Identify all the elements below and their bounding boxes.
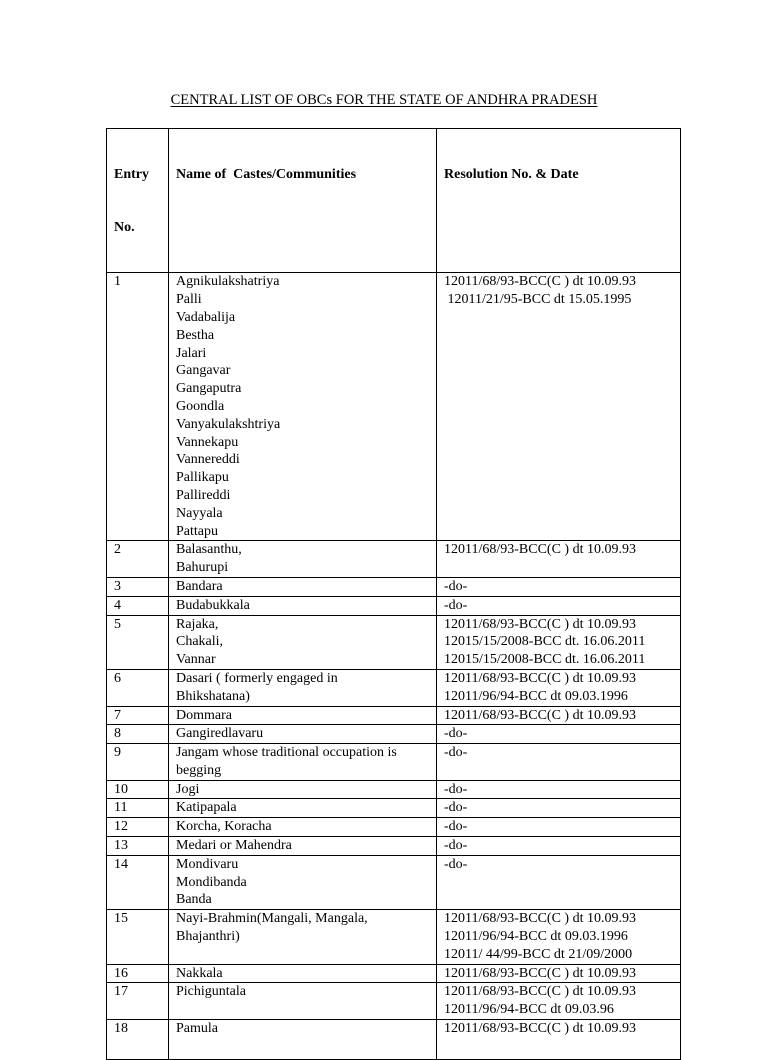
table-row: [107, 669, 681, 706]
table-row: [107, 596, 681, 615]
resolution-entry: 12011/68/93-BCC(C ) dt 10.09.93: [444, 965, 636, 981]
resolution-entry: -do-: [444, 856, 468, 872]
resolution-entry: 12011/ 44/99-BCC dt 21/09/2000: [444, 946, 633, 962]
entry-cell: [107, 910, 169, 964]
entry-cell: [107, 780, 169, 799]
resolution-cell: [437, 837, 681, 856]
caste-name: Gangavar: [176, 363, 231, 379]
resolution-cell: [437, 596, 681, 615]
caste-name: Dommara: [176, 707, 232, 723]
resolution-entry: 12011/96/94-BCC dt 09.03.1996: [444, 929, 628, 945]
entry-number: 1: [114, 274, 121, 290]
resolution-entry: 12011/68/93-BCC(C ) dt 10.09.93: [444, 1021, 636, 1037]
header-entry-no: [107, 129, 169, 273]
name-cell: [169, 910, 437, 964]
header-no-line: No.: [114, 219, 135, 235]
entry-number: 16: [114, 965, 128, 981]
caste-name: Banda: [176, 892, 212, 908]
caste-name: Pallireddi: [176, 487, 231, 503]
caste-name: Pallikapu: [176, 470, 229, 486]
table-row: [107, 577, 681, 596]
entry-cell: [107, 615, 169, 669]
header-resolution-label: Resolution No. & Date: [444, 166, 579, 182]
resolution-entry: -do-: [444, 726, 468, 742]
resolution-cell: [437, 855, 681, 909]
entry-number: 8: [114, 726, 121, 742]
entry-number: 13: [114, 838, 128, 854]
table-row: [107, 964, 681, 983]
table-row: [107, 1020, 681, 1060]
caste-name: Bhajanthri): [176, 929, 240, 945]
caste-name: begging: [176, 762, 222, 778]
caste-name: Goondla: [176, 398, 225, 414]
caste-name: Mondivaru: [176, 856, 239, 872]
table-row: [107, 541, 681, 578]
entry-cell: [107, 983, 169, 1020]
resolution-cell: [437, 725, 681, 744]
entry-number: 7: [114, 707, 121, 723]
table-row: [107, 910, 681, 964]
obc-table: [106, 128, 681, 1060]
caste-name: Vannar: [176, 652, 216, 668]
caste-name: Jalari: [176, 345, 207, 361]
entry-cell: [107, 837, 169, 856]
entry-number: 6: [114, 670, 121, 686]
header-name: [169, 129, 437, 273]
caste-name: Vanyakulakshtriya: [176, 416, 281, 432]
caste-name: Dasari ( formerly engaged in: [176, 670, 338, 686]
entry-number: 11: [114, 800, 128, 816]
table-row: [107, 818, 681, 837]
table-row: [107, 615, 681, 669]
caste-name: Vannekapu: [176, 434, 239, 450]
resolution-entry: 12011/21/95-BCC dt 15.05.1995: [444, 292, 632, 308]
resolution-cell: [437, 744, 681, 781]
table-row: [107, 983, 681, 1020]
caste-name: Medari or Mahendra: [176, 838, 292, 854]
entry-cell: [107, 799, 169, 818]
resolution-cell: [437, 706, 681, 725]
name-cell: [169, 669, 437, 706]
entry-number: 9: [114, 745, 121, 761]
resolution-entry: 12011/68/93-BCC(C ) dt 10.09.93: [444, 707, 636, 723]
caste-name: Gangaputra: [176, 381, 242, 397]
caste-name: Budabukkala: [176, 597, 250, 613]
table-row: [107, 706, 681, 725]
resolution-cell: [437, 1020, 681, 1060]
resolution-entry: 12015/15/2008-BCC dt. 16.06.2011: [444, 652, 646, 668]
entry-number: 3: [114, 578, 121, 594]
table-row: [107, 855, 681, 909]
table-row: [107, 725, 681, 744]
caste-name: Pichiguntala: [176, 984, 246, 1000]
caste-name: Mondibanda: [176, 874, 247, 890]
resolution-entry: -do-: [444, 838, 468, 854]
entry-cell: [107, 964, 169, 983]
resolution-entry: 12011/96/94-BCC dt 09.03.1996: [444, 688, 628, 704]
resolution-entry: 12011/68/93-BCC(C ) dt 10.09.93: [444, 670, 636, 686]
name-cell: [169, 577, 437, 596]
resolution-entry: 12011/96/94-BCC dt 09.03.96: [444, 1002, 614, 1018]
entry-number: 12: [114, 819, 128, 835]
caste-name: Bestha: [176, 327, 215, 343]
resolution-entry: 12011/68/93-BCC(C ) dt 10.09.93: [444, 911, 636, 927]
resolution-entry: 12011/68/93-BCC(C ) dt 10.09.93: [444, 984, 636, 1000]
caste-name: Jangam whose traditional occupation is: [176, 745, 397, 761]
resolution-cell: [437, 910, 681, 964]
caste-name: Gangiredlavaru: [176, 726, 264, 742]
entry-cell: [107, 706, 169, 725]
page-title: CENTRAL LIST OF OBCs FOR THE STATE OF ANDHRA PRADESH: [170, 92, 598, 108]
entry-cell: [107, 744, 169, 781]
resolution-entry: 12011/68/93-BCC(C ) dt 10.09.93: [444, 542, 636, 558]
caste-name: Palli: [176, 292, 202, 308]
entry-number: 17: [114, 984, 128, 1000]
entry-cell: [107, 1020, 169, 1060]
name-cell: [169, 855, 437, 909]
table-row: [107, 837, 681, 856]
caste-name: Bandara: [176, 578, 223, 594]
name-cell: [169, 706, 437, 725]
entry-cell: [107, 855, 169, 909]
name-cell: [169, 744, 437, 781]
resolution-cell: [437, 273, 681, 541]
entry-number: 2: [114, 542, 121, 558]
resolution-entry: -do-: [444, 819, 468, 835]
entry-cell: [107, 596, 169, 615]
resolution-cell: [437, 983, 681, 1020]
entry-number: 15: [114, 911, 128, 927]
entry-cell: [107, 669, 169, 706]
name-cell: [169, 273, 437, 541]
entry-cell: [107, 725, 169, 744]
resolution-entry: -do-: [444, 800, 468, 816]
resolution-entry: -do-: [444, 597, 468, 613]
entry-number: 5: [114, 616, 121, 632]
resolution-entry: 12015/15/2008-BCC dt. 16.06.2011: [444, 634, 646, 650]
resolution-entry: -do-: [444, 745, 468, 761]
caste-name: Chakali,: [176, 634, 224, 650]
resolution-cell: [437, 669, 681, 706]
entry-number: 18: [114, 1021, 128, 1037]
name-cell: [169, 615, 437, 669]
header-entry-line: Entry: [114, 166, 149, 182]
caste-name: Rajaka,: [176, 616, 219, 632]
caste-name: Nayi-Brahmin(Mangali, Mangala,: [176, 911, 368, 927]
table-header: [107, 129, 681, 273]
resolution-cell: [437, 615, 681, 669]
caste-name: Balasanthu,: [176, 542, 242, 558]
caste-name: Vadabalija: [176, 309, 236, 325]
caste-name: Bahurupi: [176, 560, 229, 576]
table-row: [107, 273, 681, 541]
caste-name: Vannereddi: [176, 452, 240, 468]
name-cell: [169, 964, 437, 983]
caste-name: Katipapala: [176, 800, 237, 816]
resolution-cell: [437, 780, 681, 799]
header-row: [107, 129, 681, 273]
caste-name: Agnikulakshatriya: [176, 274, 280, 290]
caste-name: Nakkala: [176, 965, 223, 981]
resolution-entry: -do-: [444, 781, 468, 797]
name-cell: [169, 983, 437, 1020]
caste-name: Nayyala: [176, 505, 223, 521]
name-cell: [169, 837, 437, 856]
name-cell: [169, 780, 437, 799]
name-cell: [169, 596, 437, 615]
caste-name: Pattapu: [176, 523, 218, 539]
name-cell: [169, 725, 437, 744]
resolution-cell: [437, 818, 681, 837]
caste-name: Pamula: [176, 1021, 218, 1037]
entry-number: 4: [114, 597, 121, 613]
resolution-entry: -do-: [444, 578, 468, 594]
entry-number: 14: [114, 856, 128, 872]
name-cell: [169, 541, 437, 578]
resolution-entry: 12011/68/93-BCC(C ) dt 10.09.93: [444, 616, 636, 632]
resolution-cell: [437, 964, 681, 983]
table-body: [107, 273, 681, 1060]
entry-cell: [107, 273, 169, 541]
entry-cell: [107, 818, 169, 837]
header-name-label: Name of Castes/Communities: [176, 166, 357, 182]
table-row: [107, 780, 681, 799]
header-resolution: [437, 129, 681, 273]
table-row: [107, 799, 681, 818]
entry-number: 10: [114, 781, 128, 797]
resolution-cell: [437, 541, 681, 578]
name-cell: [169, 799, 437, 818]
resolution-entry: 12011/68/93-BCC(C ) dt 10.09.93: [444, 274, 636, 290]
caste-name: Korcha, Koracha: [176, 819, 272, 835]
resolution-cell: [437, 799, 681, 818]
name-cell: [169, 818, 437, 837]
name-cell: [169, 1020, 437, 1060]
caste-name: Jogi: [176, 781, 200, 797]
table-row: [107, 744, 681, 781]
resolution-cell: [437, 577, 681, 596]
caste-name: Bhikshatana): [176, 688, 250, 704]
entry-cell: [107, 541, 169, 578]
entry-cell: [107, 577, 169, 596]
